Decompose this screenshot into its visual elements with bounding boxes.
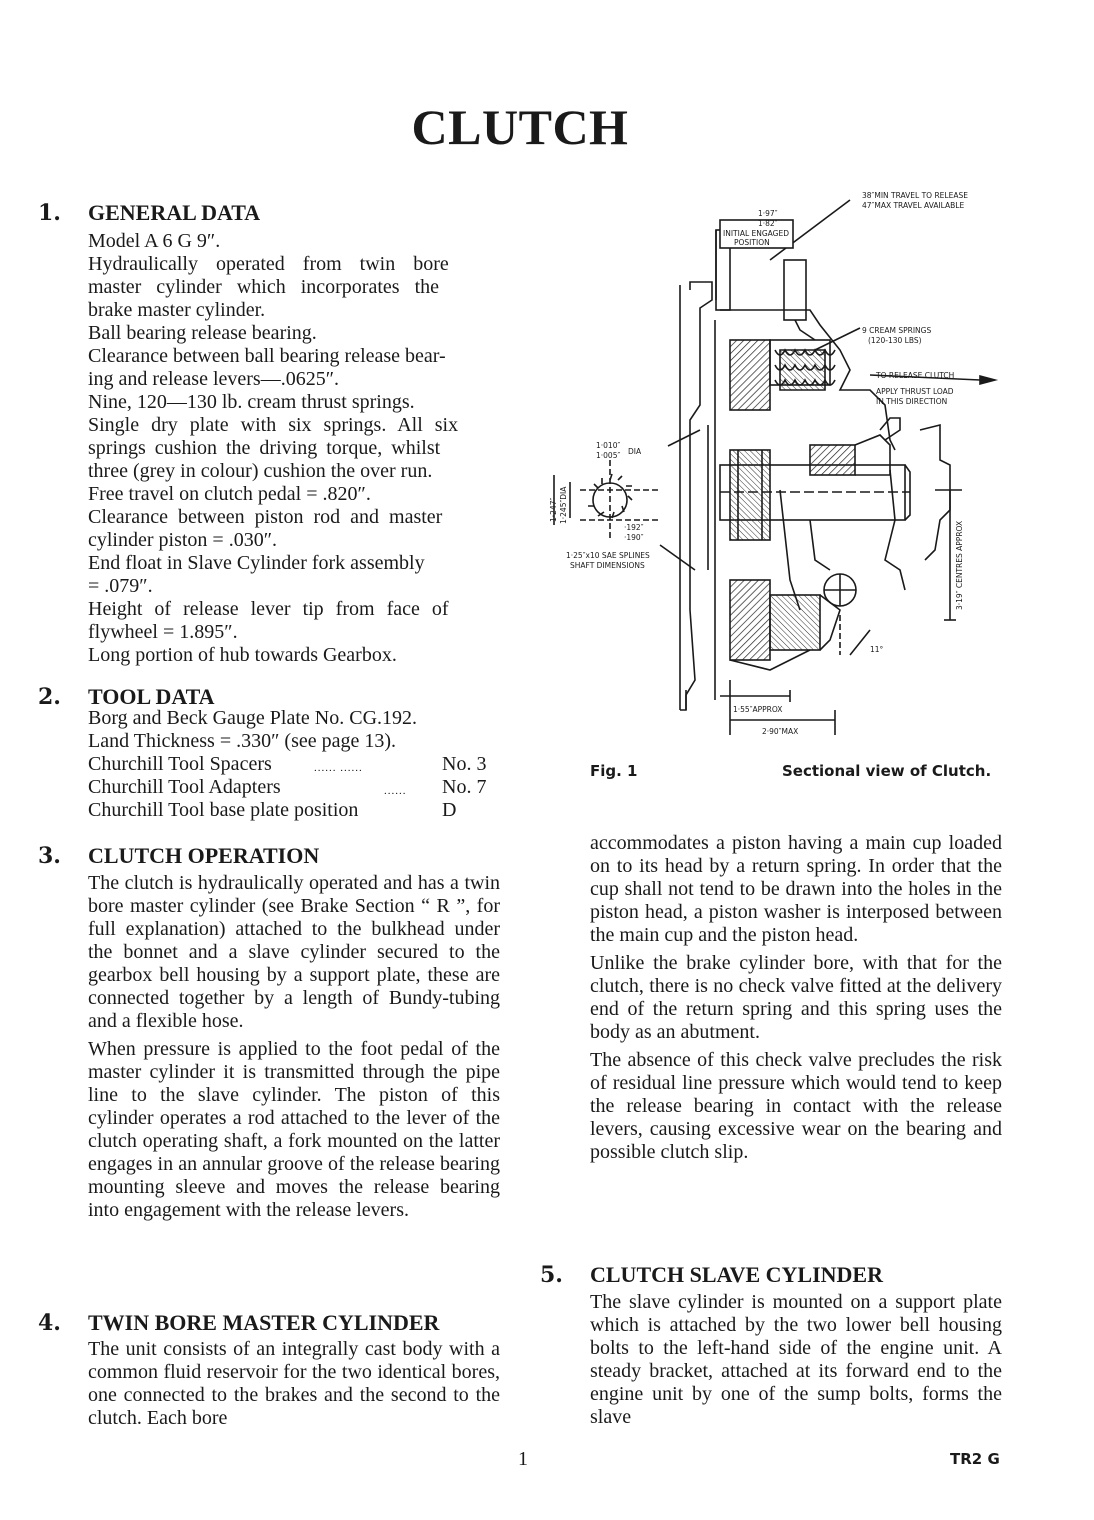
annotation-dia-2: 1·005″ — [596, 451, 621, 460]
tool-row-label: Churchill Tool Spacers — [88, 753, 272, 775]
annotation-release-2: APPLY THRUST LOAD — [876, 387, 954, 396]
tool-row — [88, 776, 500, 799]
paragraph: The absence of this check valve precludes the risk of residual line pressure which would tend to keep the release bearing in contact with the release levers, causing excessive wear on the bearing and possible clutch slip. — [590, 1049, 1002, 1163]
annotation-initial-1: INITIAL ENGAGED — [723, 229, 790, 238]
annotation-approx-155: 1·55″APPROX — [733, 705, 783, 714]
general-line: springs cushion the driving torque, whilst — [88, 437, 441, 459]
section-heading-operation: CLUTCH OPERATION — [88, 843, 320, 868]
section-number-master: 4. — [38, 1310, 61, 1336]
general-line: Single dry plate with six springs. All six — [88, 414, 459, 436]
general-line: End float in Slave Cylinder fork assembly — [88, 552, 425, 574]
annotation-dia-1: 1·010″ — [596, 441, 621, 450]
master-text — [88, 1338, 500, 1435]
section-number-tool: 2. — [38, 684, 61, 710]
general-line: Model A 6 G 9″. — [88, 230, 221, 252]
annotation-release-3: IN THIS DIRECTION — [876, 397, 948, 406]
general-line: master cylinder which incorporates the — [88, 276, 439, 298]
tool-row-value: No. 3 — [442, 753, 487, 775]
tool-row-label: Churchill Tool Adapters — [88, 776, 281, 798]
general-data-list — [88, 230, 500, 667]
annotation-dim-182: 1·82″ — [758, 219, 778, 228]
annotation-angle: 11° — [870, 645, 884, 654]
section-number-general: 1. — [38, 200, 61, 226]
general-line: Clearance between piston rod and master — [88, 506, 443, 528]
general-line: Nine, 120—130 lb. cream thrust springs. — [88, 391, 415, 413]
general-line: cylinder piston = .030″. — [88, 529, 278, 551]
annotation-springs-1: 9 CREAM SPRINGS — [862, 326, 932, 335]
annotation-dim-190: ·190″ — [624, 533, 644, 542]
annotation-max-290: 2·90″MAX — [762, 727, 799, 736]
general-line: Clearance between ball bearing release bear- — [88, 345, 446, 367]
annotation-centres: 3·19″ CENTRES APPROX — [955, 520, 964, 610]
section-number-slave: 5. — [540, 1262, 563, 1288]
operation-text — [88, 872, 500, 1227]
master-continued-text — [590, 832, 1002, 1169]
clutch-sectional-drawing — [540, 190, 1010, 750]
general-line: three (grey in colour) cushion the over run. — [88, 460, 433, 482]
tool-row — [88, 753, 500, 776]
tool-row-label: Churchill Tool base plate position — [88, 799, 359, 821]
annotation-release-1: TO RELEASE CLUTCH — [876, 371, 955, 380]
general-line: brake master cylinder. — [88, 299, 266, 321]
annotation-splines-1: 1·25″x10 SAE SPLINES — [566, 551, 650, 560]
annotation-shaft-dia-1: 1·247″ — [549, 497, 558, 522]
general-line: Long portion of hub towards Gearbox. — [88, 644, 397, 666]
tool-row — [88, 799, 500, 822]
general-line: flywheel = 1.895″. — [88, 621, 238, 643]
paragraph: The unit consists of an integrally cast body with a common fluid reservoir for the two identical bores, one connected to the brakes and the second to the clutch. Each bore — [88, 1338, 500, 1429]
tool-row-value: D — [442, 799, 457, 821]
slave-text — [590, 1291, 1002, 1434]
annotation-dim-192: ·192″ — [624, 523, 644, 532]
annotation-dim-197: 1·97″ — [758, 209, 778, 218]
tool-row-dots: ...... — [384, 785, 407, 797]
section-heading-master: TWIN BORE MASTER CYLINDER — [88, 1310, 440, 1335]
tool-data-list — [88, 707, 500, 822]
paragraph: Unlike the brake cylinder bore, with that for the clutch, there is no check valve fitted at the delivery end of the return spring and this spring uses the body as an abutment. — [590, 952, 1002, 1043]
page-number: 1 — [518, 1448, 528, 1470]
general-line: Height of release lever tip from face of — [88, 598, 449, 620]
section-heading-slave: CLUTCH SLAVE CYLINDER — [590, 1262, 883, 1287]
general-line: Free travel on clutch pedal = .820″. — [88, 483, 371, 505]
tool-row-value: No. 7 — [442, 776, 487, 798]
annotation-travel-2: 47″MAX TRAVEL AVAILABLE — [862, 201, 965, 210]
general-line: Ball bearing release bearing. — [88, 322, 317, 344]
page-title: CLUTCH — [411, 99, 629, 155]
section-number-operation: 3. — [38, 843, 61, 869]
annotation-initial-2: POSITION — [734, 238, 770, 247]
annotation-splines-2: SHAFT DIMENSIONS — [570, 561, 645, 570]
annotation-shaft-dia-2: 1·245″DIA — [559, 486, 568, 524]
paragraph: The clutch is hydraulically operated and has a twin bore master cylinder (see Brake Section “ R ”, for full explanation) attached to the bulkhead under the bonnet and a slave cylinder secured to the gearbox bell housing by a support plate, these are connected together by a length of Bundy-tubing and a flexible hose. — [88, 872, 500, 1032]
figure-label: Fig. 1 — [590, 762, 638, 780]
annotation-springs-2: (120-130 LBS) — [868, 336, 922, 345]
general-line: ing and release levers—.0625″. — [88, 368, 340, 390]
tool-line: Land Thickness = .330″ (see page 13). — [88, 730, 397, 752]
tool-row-dots: ...... ...... — [314, 762, 363, 774]
annotation-travel-1: 38″MIN TRAVEL TO RELEASE — [862, 191, 968, 200]
tool-line: Borg and Beck Gauge Plate No. CG.192. — [88, 707, 418, 729]
figure-caption: Sectional view of Clutch. — [782, 762, 992, 780]
annotation-dia-suffix: DIA — [628, 447, 642, 456]
general-line: Hydraulically operated from twin bore — [88, 253, 449, 275]
paragraph: The slave cylinder is mounted on a support plate which is attached by the two lower bell housing bolts to the left-hand side of the engine unit. A steady bracket, attached at its forward end to the engine unit by one of the sump bolts, forms the slave — [590, 1291, 1002, 1428]
document-code: TR2 G — [950, 1450, 1000, 1468]
section-heading-tool: TOOL DATA — [88, 684, 215, 709]
paragraph: When pressure is applied to the foot pedal of the master cylinder it is transmitted through the pipe line to the slave cylinder. The piston of this cylinder operates a rod attached to the lever of the clutch operating shaft, a fork mounted on the latter engages in an annular groove of the release bearing mounting sleeve and moves the release bearing into engagement with the release levers. — [88, 1038, 500, 1221]
section-heading-general: GENERAL DATA — [88, 200, 261, 225]
paragraph: accommodates a piston having a main cup loaded on to its head by a return spring. In order that the cup shall not tend to be drawn into the holes in the piston head, a piston washer is interposed between the main cup and the piston head. — [590, 832, 1002, 946]
general-line: = .079″. — [88, 575, 153, 597]
